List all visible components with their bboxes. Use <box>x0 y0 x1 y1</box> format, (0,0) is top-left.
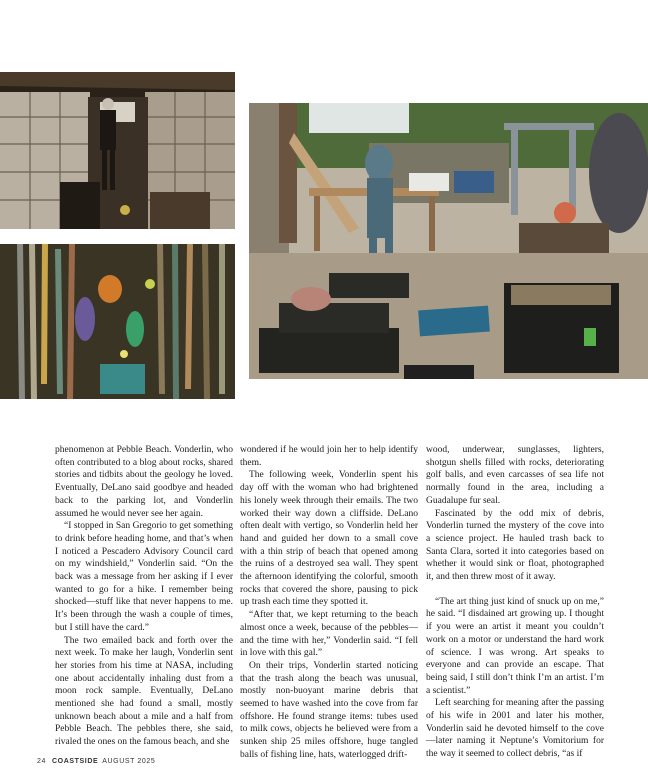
page-number: 24 <box>37 758 46 765</box>
paragraph: Left searching for meaning after the passing of his wife in 2001 and later his mother, Vonderlin said he devoted himself to the cove—later naming it Neptune’s Vomitorium for the way it seemed to collect debris, “as if <box>426 698 604 760</box>
article-column-2 <box>240 444 418 762</box>
issue-date: AUGUST 2025 <box>102 758 156 765</box>
paragraph: On their trips, Vonderlin started noticing that the trash along the beach was unusual, mostly non-buoyant marine debris that seemed to have washed into the cove from far offshore. He found strange items: tubes used to milk cows, objects he believed were from a sunken ship 25 miles offshore, huge tangled balls of fishing line, hats, waterlogged drift- <box>240 660 418 760</box>
article-column-3 <box>426 444 604 761</box>
photo-workshop-yard <box>249 103 648 379</box>
paragraph: wood, underwear, sunglasses, lighters, shotgun shells filled with rocks, deteriorating golf balls, and even carcasses of sea life not normally found in the area, including a Guadalupe fur seal. <box>426 445 604 506</box>
page-folio <box>37 758 155 765</box>
paragraph: “The art thing just kind of snuck up on me,” he said. “I disdained art growing up. I thought if you were an artist it meant you couldn’t work on a motor or understand the hard work of science. I was wrong. Art speaks to everyone and can provide an escape. That being said, I still don’t think I’m an artist. I’m a scientist.” <box>426 596 604 696</box>
paragraph: “After that, we kept returning to the beach almost once a week, because of the pebbles—and the time with her,” Vonderlin said. “I fell in love with this gal.” <box>240 610 418 659</box>
paragraph: phenomenon at Pebble Beach. Vonderlin, who often contributed to a blog about rocks, shared stories and tidbits about the geology he loved. Eventually, DeLano said goodbye and headed back to the parking lot, and Vonderlin assumed he would never see her again. <box>55 445 233 519</box>
paragraph: Fascinated by the odd mix of debris, Vonderlin turned the mystery of the cove into a science project. He hauled trash back to Santa Clara, sorted it into categories based on whether it would sink or float, photographed it, and then threw most of it away. <box>426 508 604 583</box>
paragraph: wondered if he would join her to help identify them. <box>240 445 418 468</box>
paragraph: The two emailed back and forth over the next week. To make her laugh, Vonderlin sent her stories from his time at NASA, including one about accidentally inhaling dust from a moon rock sample. Eventually, DeLano mentioned she had found a small, mostly unknown beach about a mile and a half from Pebble Beach. The pebbles there, she said, rivaled the ones on the famous beach, and she <box>55 635 233 748</box>
paragraph: “I stopped in San Gregorio to get something to drink before heading home, and that’s when I noticed a Pescadero Advisory Council card on my windshield,” Vonderlin said. “On the back was a message from her asking if I ever wanted to go for a hike. I remember being shocked—stuff like that never happens to me. It’s been through the wash a couple of times, but I still have the card.” <box>55 521 233 633</box>
article-column-1 <box>55 444 233 749</box>
magazine-name: COASTSIDE <box>52 758 99 765</box>
paragraph: The following week, Vonderlin spent his day off with the woman who had brightened his lonely week through their emails. The two worked their way down a cliffside. DeLano often dealt with vertigo, so Vonderlin held her hand and guided her down to a small cove with a thin strip of beach that opened among the ruins of a destroyed sea wall. They spent the afternoon identifying the colorful, smooth rocks that covered the shore, pausing to pick up trash each time they spotted it. <box>240 470 418 608</box>
photo-storage-room <box>0 72 235 229</box>
photo-hanging-art <box>0 244 235 399</box>
